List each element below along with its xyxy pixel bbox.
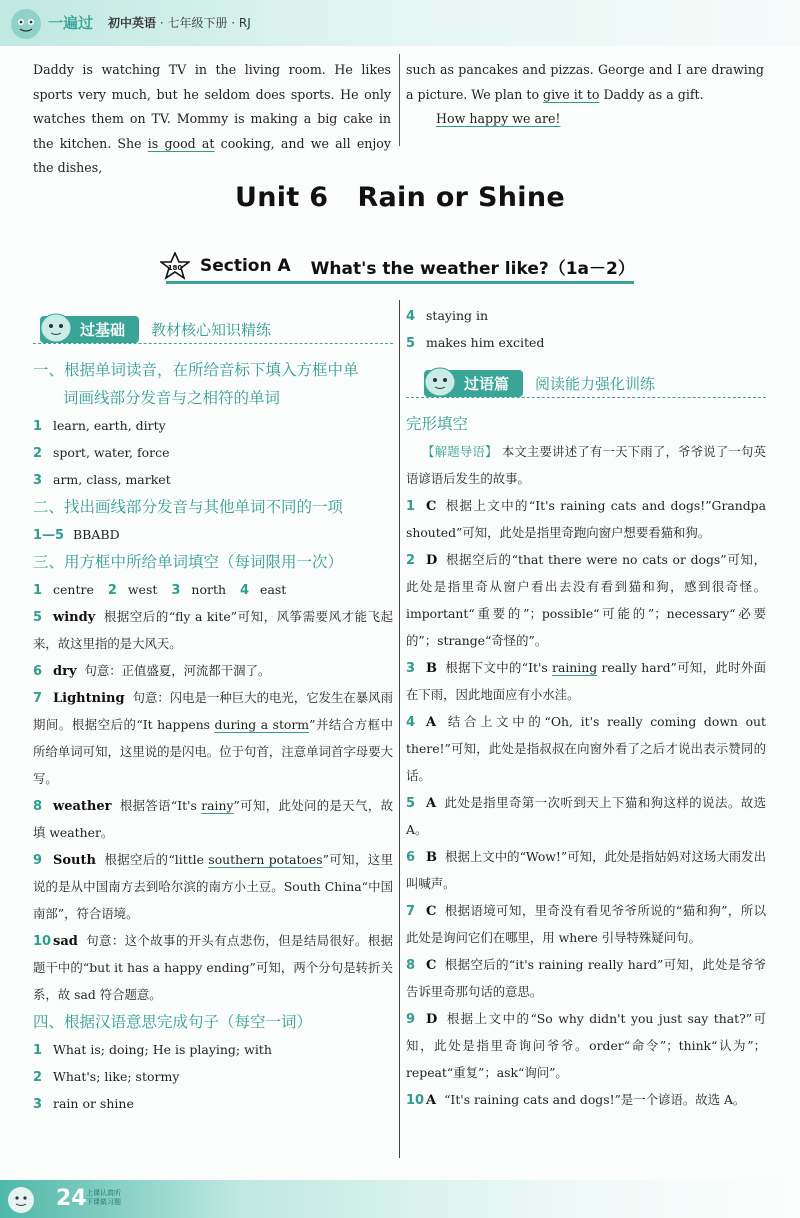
item-number: 5	[406, 336, 416, 351]
item-answer: makes him excited	[426, 335, 545, 350]
text-segment: 此处是指里奇第一次听到天上下猫和狗这样的说法。故选 A。	[406, 795, 766, 837]
item-number: 1	[33, 419, 43, 434]
right-cloze	[406, 410, 766, 1113]
item-number: 5	[33, 610, 43, 625]
part4-item	[33, 1063, 393, 1090]
part3-item	[33, 927, 393, 1008]
cloze-item	[406, 492, 766, 546]
text-segment: ”并结合方框中所给单词可知，这里说的是闪电。位于句首，注意单词首字母要大写。	[33, 717, 393, 786]
item-number: 4	[406, 715, 416, 730]
item-answer-letter: A	[426, 796, 437, 811]
tag-basic-label: 过基础	[40, 316, 139, 343]
cloze-item	[406, 843, 766, 897]
item-answer: west	[127, 582, 158, 597]
text-segment: such as pancakes and pizzas. George and I are drawing a picture. We plan to	[406, 62, 764, 102]
item-number: 3	[406, 661, 416, 676]
part1-heading: 一、根据单词读音，在所给音标下填入方框中单	[33, 361, 359, 379]
text-segment: “It's raining cats and dogs!”是一个谚语。故选 A。	[444, 1092, 746, 1107]
mascot-footer-icon	[4, 1183, 38, 1215]
part4-item	[406, 329, 766, 356]
item-answer-word: Lightning	[53, 691, 125, 706]
cloze-item	[406, 951, 766, 1005]
text-segment: 句意：正值盛夏，河流都干涸了。	[84, 663, 271, 678]
item-number: 2	[406, 553, 416, 568]
item-number: 4	[240, 583, 250, 598]
guide-paragraph: 【解题导语】 本文主要讲述了有一天下雨了，爷爷说了一句英语谚语后发生的故事。	[406, 444, 767, 486]
item-number: 1	[33, 583, 43, 598]
item-answer-letter: A	[426, 715, 437, 730]
item-number: 1	[33, 1043, 43, 1058]
brand-name: 一遍过	[48, 14, 94, 32]
cloze-item	[406, 654, 766, 708]
text-segment: 句意：这个故事的开头有点悲伤，但是结局很好。根据题干中的“but it has a happy ending”可知，两个分句是转折关系，故 sad 符合题意。	[33, 933, 393, 1002]
item-answer-word: sad	[53, 934, 78, 949]
item-answer-word: South	[53, 853, 96, 868]
tag-reading-divider	[406, 397, 766, 398]
item-number: 9	[33, 853, 43, 868]
section-title: What's the weather like?（1a－2）	[310, 258, 635, 279]
intro-right-column	[406, 58, 764, 132]
item-number: 7	[33, 691, 43, 706]
section-label: Section A	[200, 256, 291, 276]
text-segment: 根据上文中的“So why didn't you just say that?”可知，此处是指里奇询问爷爷。order“命令”；think“认为”；repeat“重复”；ask“询问”。	[406, 1011, 766, 1080]
text-segment: 根据上文中的“It's raining cats and dogs!”Grandpa shouted”可知，此处是指里奇跑向窗户想要看猫和狗。	[406, 498, 766, 540]
underlined-text: give it to	[543, 86, 600, 102]
item-answer-letter: D	[426, 1012, 438, 1027]
item-number: 9	[406, 1012, 416, 1027]
part1-item	[33, 466, 393, 493]
part3-row1	[33, 576, 393, 603]
part2-heading: 二、找出画线部分发音与其他单词不同的一项	[33, 498, 344, 516]
main-column-divider	[399, 300, 400, 1158]
item-answer: rain or shine	[53, 1096, 134, 1111]
item-answer: east	[260, 582, 287, 597]
cloze-heading: 完形填空	[406, 415, 469, 433]
item-number: 10	[33, 934, 52, 949]
text-segment: 根据下文中的“It's	[445, 660, 553, 675]
part3-item	[33, 684, 393, 792]
item-number: 2	[107, 583, 117, 598]
item-number: 6	[406, 850, 416, 865]
item-number: 3	[33, 1097, 43, 1112]
underlined-text: raining	[552, 660, 598, 675]
underlined-text: during a storm	[214, 717, 310, 732]
item-answer: arm, class, market	[53, 472, 171, 487]
item-answer-word: weather	[53, 799, 112, 814]
item-number: 2	[33, 1070, 43, 1085]
book-title: 初中英语 · 七年级下册 · RJ	[108, 16, 251, 30]
underlined-text: southern potatoes	[208, 852, 323, 867]
item-answer: staying in	[426, 308, 489, 323]
tag-basic	[40, 316, 271, 343]
item-number: 8	[33, 799, 43, 814]
item-number: 7	[406, 904, 416, 919]
text-segment: 根据答语“It's	[119, 798, 202, 813]
item-answer-word: dry	[53, 664, 77, 679]
tag-reading	[424, 370, 655, 397]
item-answer: What is; doing; He is playing; with	[53, 1042, 272, 1057]
item-answer-letter: C	[426, 958, 437, 973]
tag-basic-subtitle: 教材核心知识精练	[151, 321, 272, 339]
left-content	[33, 356, 393, 1117]
item-answer-letter: C	[426, 904, 437, 919]
item-number: 3	[171, 583, 181, 598]
page-number: 24	[56, 1186, 87, 1211]
text-segment: ”可知，这里说的是从中国南方去到哈尔滨的南方小土豆。South China“中国南部”，符合语境。	[33, 852, 393, 921]
item-number: 4	[406, 309, 416, 324]
text-segment: 根据空后的“that there were no cats or dogs”可知，此处是指里奇从窗户看出去没有看到猫和狗，感到很奇怪。important“重要的”；possible“可能的”；necessary“必要的”；strange“奇怪的”。	[406, 552, 766, 648]
text-segment: 结合上文中的“Oh, it's really coming down out there!”可知，此处是指叔叔在向窗外看了之后才说出表示赞同的话。	[406, 714, 766, 783]
text-segment: 根据空后的“little	[103, 852, 209, 867]
intro-left-column	[33, 58, 391, 181]
item-number: 1	[406, 499, 416, 514]
cloze-item	[406, 789, 766, 843]
part1-item	[33, 439, 393, 466]
text-segment: Daddy is watching TV in the living room. He likes sports very much, but he seldom does sports. He only watches them on TV. Mommy is making a big cake in the kitchen. She	[33, 62, 391, 151]
text-segment: really hard”可知，此时外面在下雨，因此地面应有小水洼。	[406, 660, 766, 702]
text-segment: cooking, and we all enjoy the dishes,	[33, 135, 392, 175]
part4-item	[406, 302, 766, 329]
item-answer-letter: B	[426, 850, 437, 865]
section-heading	[160, 252, 635, 280]
item-answer: north	[191, 582, 227, 597]
tag-reading-subtitle: 阅读能力强化训练	[535, 375, 656, 393]
item-number: 3	[33, 473, 43, 488]
star-badge-icon	[160, 252, 190, 280]
unit-title: Unit 6 Rain or Shine	[235, 182, 565, 213]
item-number: 5	[406, 796, 416, 811]
part2-answer: 1—5 BBABD	[33, 527, 120, 543]
item-number: 2	[33, 446, 43, 461]
part4-item	[33, 1036, 393, 1063]
item-answer-letter: C	[426, 499, 437, 514]
cloze-item	[406, 1005, 766, 1086]
mascot-icon	[420, 362, 460, 398]
part3-item	[33, 792, 393, 846]
item-answer-letter: B	[426, 661, 437, 676]
cloze-item	[406, 897, 766, 951]
part3-item	[33, 846, 393, 927]
tag-reading-label: 过语篇	[424, 370, 523, 397]
tag-basic-divider	[33, 343, 393, 344]
item-number: 6	[33, 664, 43, 679]
section-underline	[166, 281, 634, 284]
text-segment: 根据上文中的“Wow!”可知，此处是指姑妈对这场大雨发出叫喊声。	[406, 849, 766, 891]
column-divider	[399, 54, 400, 146]
cloze-item	[406, 1086, 766, 1113]
part1-item	[33, 412, 393, 439]
cloze-item	[406, 546, 766, 654]
text-segment: 根据语境可知，里奇没有看见爷爷所说的“猫和狗”，所以此处是询问它们在哪里，用 where 引导特殊疑问句。	[406, 903, 766, 945]
part1-heading-cont: 词画线部分发音与之相符的单词	[63, 389, 281, 407]
item-number: 10	[406, 1093, 425, 1108]
item-answer-letter: D	[426, 553, 438, 568]
mascot-logo-icon	[6, 4, 46, 42]
text-segment: 根据空后的“fly a kite”可知，风筝需要风才能飞起来，故这里指的是大风天。	[33, 609, 393, 651]
part3-item	[33, 603, 393, 657]
intro-happy-line: How happy we are!	[436, 111, 561, 126]
cloze-item	[406, 708, 766, 789]
underlined-text: rainy	[201, 798, 234, 813]
page-footer	[0, 1180, 800, 1218]
part4-heading: 四、根据汉语意思完成句子（每空一词）	[33, 1013, 313, 1031]
text-segment: ”可知，此处问的是天气，故填 weather。	[33, 798, 393, 840]
item-answer-letter: A	[426, 1093, 437, 1108]
part3-heading: 三、用方框中所给单词填空（每词限用一次）	[33, 553, 344, 571]
footer-slogan: 上课认真听 下课做习题	[86, 1189, 121, 1206]
item-number: 8	[406, 958, 416, 973]
mascot-icon	[36, 308, 76, 344]
underlined-text: is good at	[147, 135, 215, 151]
page-header	[0, 0, 800, 46]
part3-item	[33, 657, 393, 684]
text-segment: 根据空后的“it's raining really hard”可知，此处是爷爷告诉里奇那句话的意思。	[406, 957, 766, 999]
item-answer-word: windy	[53, 610, 96, 625]
text-segment: 句意：闪电是一种巨大的电光，它发生在暴风雨期间。根据空后的“It happens	[33, 690, 393, 732]
right-content	[406, 302, 766, 356]
item-answer: What's; like; stormy	[53, 1069, 180, 1084]
item-answer: learn, earth, dirty	[53, 418, 166, 433]
part4-item	[33, 1090, 393, 1117]
item-answer: centre	[53, 582, 94, 597]
text-segment: Daddy as a gift.	[599, 86, 704, 102]
item-answer: sport, water, force	[53, 445, 170, 460]
svg-text:180: 180	[167, 264, 183, 272]
